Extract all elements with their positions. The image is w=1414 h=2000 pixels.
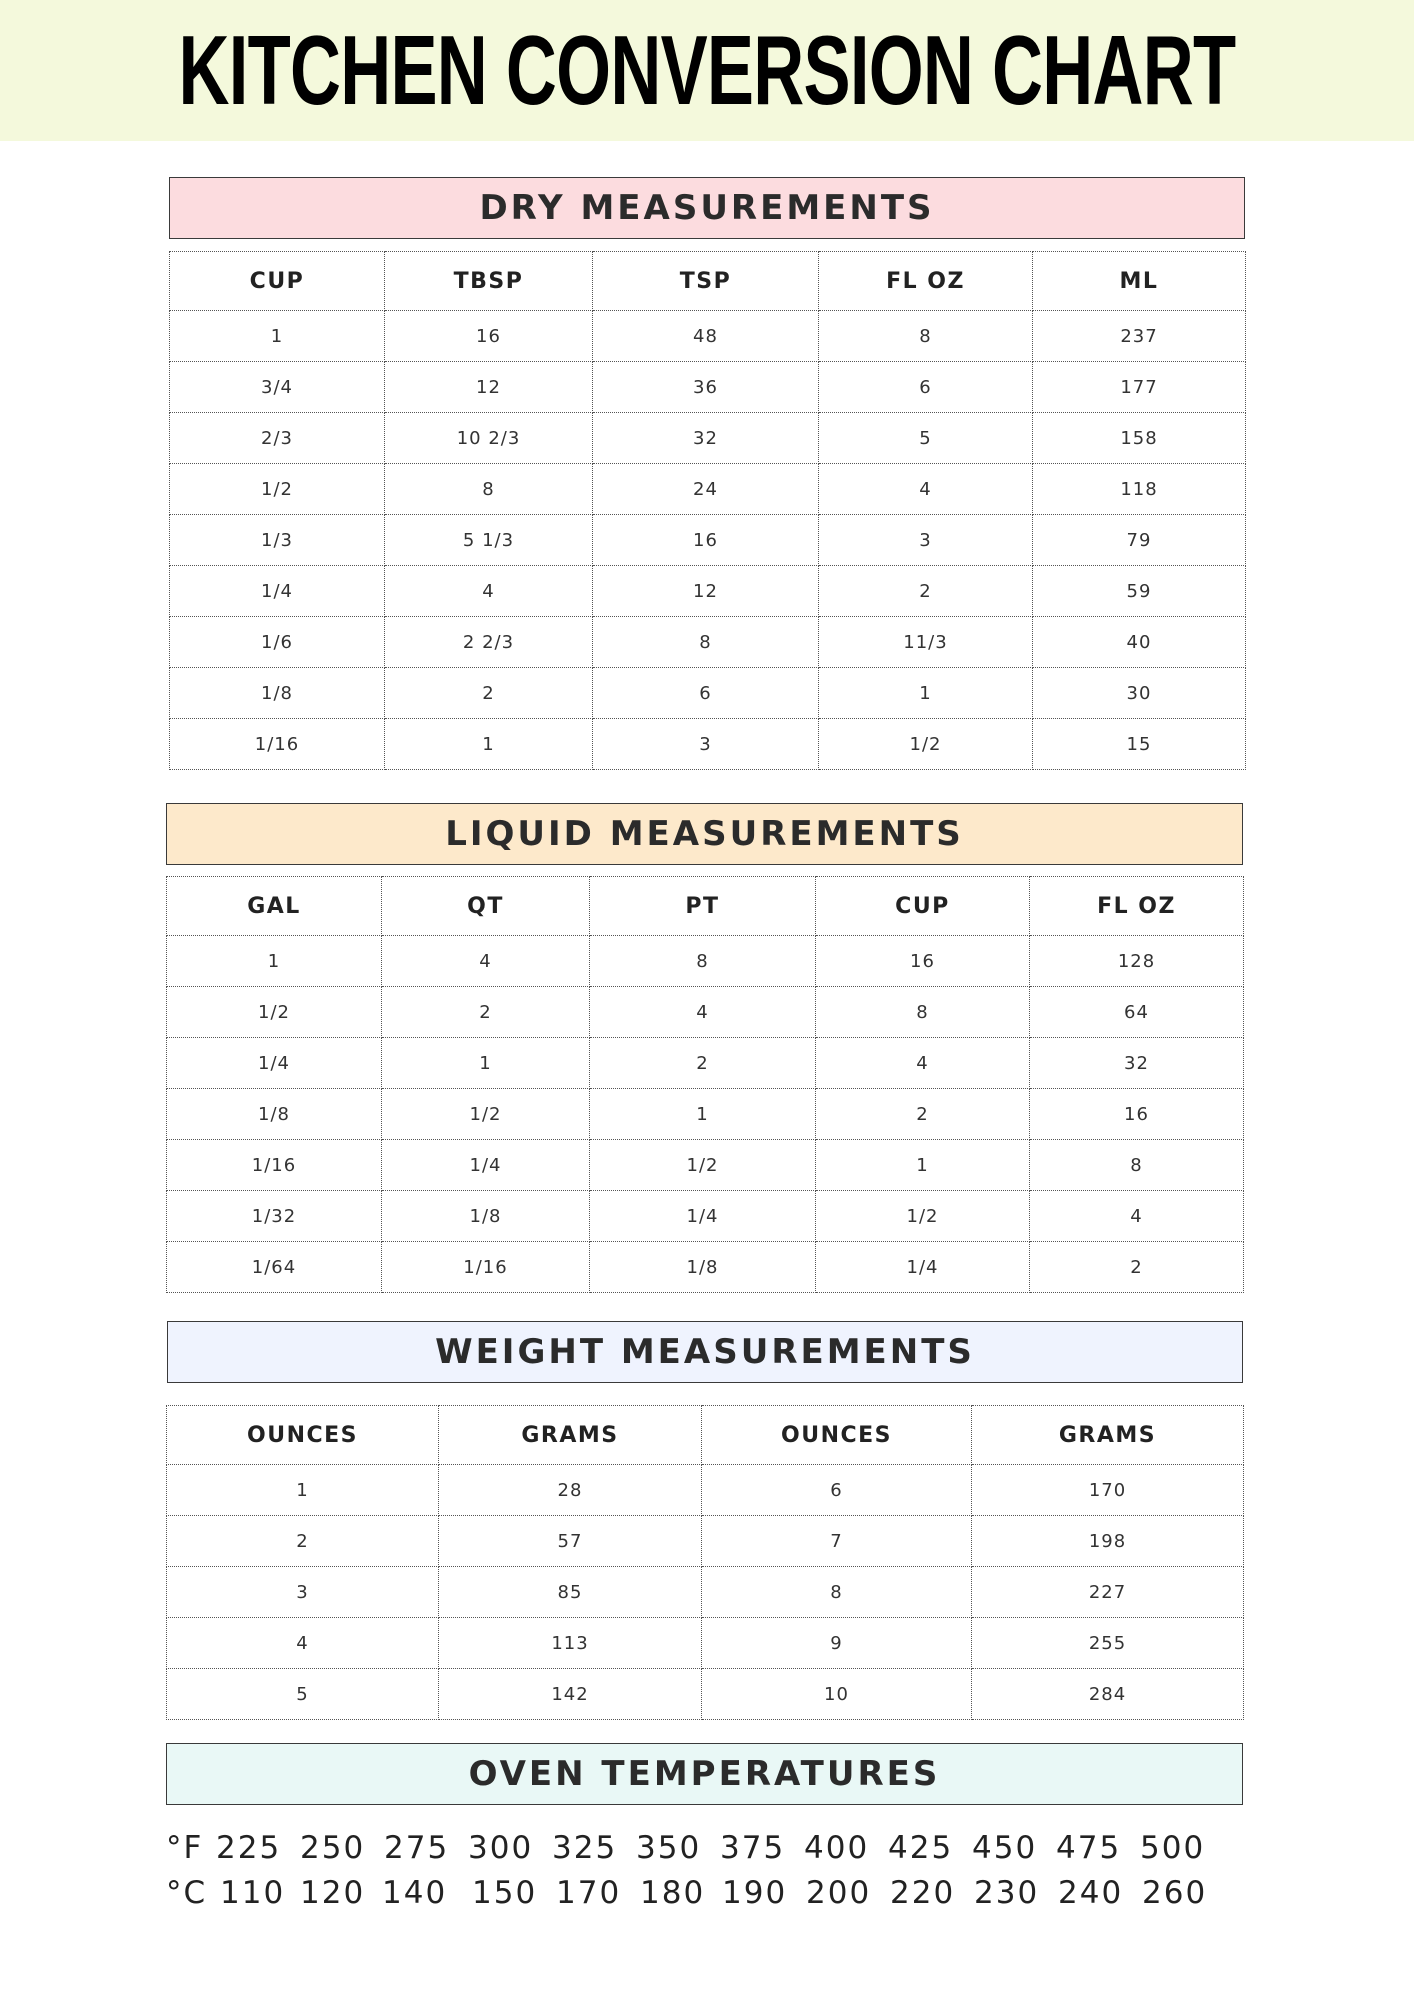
table-cell: 1/16 (170, 719, 385, 770)
table-cell: 142 (439, 1669, 702, 1720)
table-cell: 1/2 (170, 464, 385, 515)
table-cell: 4 (819, 464, 1033, 515)
table-cell: 7 (702, 1516, 972, 1567)
table-cell: 8 (590, 936, 816, 987)
table-cell: 8 (819, 311, 1033, 362)
table-cell: 118 (1033, 464, 1246, 515)
table-row (170, 617, 1246, 668)
table-cell: 4 (590, 987, 816, 1038)
table-cell: 1/64 (167, 1242, 382, 1293)
table-row (167, 1038, 1244, 1089)
table-cell: 2 (819, 566, 1033, 617)
table-cell: 5 (819, 413, 1033, 464)
table-row (170, 668, 1246, 719)
table-cell: 1/4 (167, 1038, 382, 1089)
table-cell: 16 (593, 515, 819, 566)
table-cell: 2/3 (170, 413, 385, 464)
celsius-value: 180 (640, 1875, 706, 1911)
liquid-section-title: LIQUID MEASUREMENTS (166, 803, 1243, 865)
column-header: FL OZ (819, 252, 1033, 311)
table-cell: 79 (1033, 515, 1246, 566)
table-row (170, 719, 1246, 770)
table-cell: 2 (590, 1038, 816, 1089)
fahrenheit-value: 400 (804, 1830, 870, 1866)
table-row (167, 1669, 1244, 1720)
table-row (167, 1089, 1244, 1140)
table-row (167, 1242, 1244, 1293)
table-cell: 158 (1033, 413, 1246, 464)
fahrenheit-value: 350 (636, 1830, 702, 1866)
column-header: GAL (167, 877, 382, 936)
fahrenheit-label: °F (166, 1830, 204, 1866)
table-row (167, 1140, 1244, 1191)
table-cell: 9 (702, 1618, 972, 1669)
celsius-value: 220 (890, 1875, 956, 1911)
table-cell: 1 (816, 1140, 1030, 1191)
celsius-value: 170 (556, 1875, 622, 1911)
fahrenheit-value: 300 (468, 1830, 534, 1866)
dry-section-title: DRY MEASUREMENTS (169, 177, 1245, 239)
celsius-value: 240 (1058, 1875, 1124, 1911)
table-cell: 57 (439, 1516, 702, 1567)
table-row (170, 464, 1246, 515)
column-header: TBSP (385, 252, 593, 311)
table-cell: 11/3 (819, 617, 1033, 668)
table-cell: 5 1/3 (385, 515, 593, 566)
table-cell: 3 (819, 515, 1033, 566)
dry-table (169, 251, 1246, 770)
fahrenheit-value: 425 (888, 1830, 954, 1866)
table-row (170, 515, 1246, 566)
fahrenheit-value: 325 (552, 1830, 618, 1866)
table-cell: 128 (1030, 936, 1244, 987)
table-cell: 1/8 (590, 1242, 816, 1293)
column-header: GRAMS (439, 1406, 702, 1465)
table-cell: 1/8 (170, 668, 385, 719)
title-banner (0, 0, 1414, 141)
fahrenheit-value: 275 (384, 1830, 450, 1866)
oven-section-title: OVEN TEMPERATURES (166, 1743, 1243, 1805)
table-cell: 1 (590, 1089, 816, 1140)
table-cell: 4 (816, 1038, 1030, 1089)
table-header-row (167, 877, 1244, 936)
column-header: CUP (816, 877, 1030, 936)
table-cell: 15 (1033, 719, 1246, 770)
table-header-row (170, 252, 1246, 311)
table-cell: 113 (439, 1618, 702, 1669)
table-cell: 255 (972, 1618, 1244, 1669)
fahrenheit-value: 450 (972, 1830, 1038, 1866)
celsius-value: 230 (974, 1875, 1040, 1911)
table-cell: 1 (170, 311, 385, 362)
table-cell: 227 (972, 1567, 1244, 1618)
table-cell: 32 (1030, 1038, 1244, 1089)
weight-table (166, 1405, 1244, 1720)
table-cell: 2 (385, 668, 593, 719)
table-row (167, 1191, 1244, 1242)
table-cell: 1 (382, 1038, 590, 1089)
table-cell: 3 (167, 1567, 439, 1618)
table-cell: 48 (593, 311, 819, 362)
table-cell: 2 (382, 987, 590, 1038)
table-cell: 16 (1030, 1089, 1244, 1140)
column-header: FL OZ (1030, 877, 1244, 936)
table-cell: 1/8 (382, 1191, 590, 1242)
table-cell: 6 (819, 362, 1033, 413)
fahrenheit-value: 500 (1140, 1830, 1206, 1866)
table-cell: 28 (439, 1465, 702, 1516)
table-cell: 2 (816, 1089, 1030, 1140)
table-cell: 16 (385, 311, 593, 362)
celsius-row (166, 1875, 1266, 1919)
table-cell: 1 (167, 936, 382, 987)
table-cell: 198 (972, 1516, 1244, 1567)
table-cell: 12 (593, 566, 819, 617)
table-cell: 1/2 (590, 1140, 816, 1191)
table-cell: 1/16 (167, 1140, 382, 1191)
table-cell: 10 2/3 (385, 413, 593, 464)
table-row (167, 1618, 1244, 1669)
table-cell: 1/2 (816, 1191, 1030, 1242)
table-cell: 284 (972, 1669, 1244, 1720)
table-cell: 237 (1033, 311, 1246, 362)
page-title: KITCHEN CONVERSION CHART (178, 15, 1236, 125)
table-cell: 1/4 (382, 1140, 590, 1191)
table-cell: 1/32 (167, 1191, 382, 1242)
table-cell: 1/2 (167, 987, 382, 1038)
column-header: QT (382, 877, 590, 936)
table-cell: 4 (167, 1618, 439, 1669)
fahrenheit-value: 375 (720, 1830, 786, 1866)
table-cell: 40 (1033, 617, 1246, 668)
table-cell: 36 (593, 362, 819, 413)
celsius-label: °C (166, 1875, 208, 1911)
table-cell: 177 (1033, 362, 1246, 413)
weight-section-title: WEIGHT MEASUREMENTS (167, 1321, 1243, 1383)
column-header: GRAMS (972, 1406, 1244, 1465)
table-cell: 1/3 (170, 515, 385, 566)
column-header: CUP (170, 252, 385, 311)
table-cell: 5 (167, 1669, 439, 1720)
column-header: TSP (593, 252, 819, 311)
table-cell: 6 (593, 668, 819, 719)
table-cell: 4 (382, 936, 590, 987)
table-cell: 12 (385, 362, 593, 413)
table-cell: 2 (1030, 1242, 1244, 1293)
table-cell: 3/4 (170, 362, 385, 413)
table-cell: 1 (167, 1465, 439, 1516)
table-cell: 64 (1030, 987, 1244, 1038)
table-cell: 1/4 (170, 566, 385, 617)
table-row (170, 362, 1246, 413)
table-cell: 8 (1030, 1140, 1244, 1191)
table-cell: 1/8 (167, 1089, 382, 1140)
fahrenheit-value: 250 (300, 1830, 366, 1866)
table-cell: 3 (593, 719, 819, 770)
fahrenheit-row (166, 1830, 1266, 1874)
table-row (167, 1567, 1244, 1618)
fahrenheit-value: 225 (216, 1830, 282, 1866)
table-cell: 16 (816, 936, 1030, 987)
table-row (167, 1516, 1244, 1567)
column-header: ML (1033, 252, 1246, 311)
table-cell: 85 (439, 1567, 702, 1618)
table-cell: 4 (385, 566, 593, 617)
fahrenheit-value: 475 (1056, 1830, 1122, 1866)
table-cell: 1 (385, 719, 593, 770)
table-cell: 2 (167, 1516, 439, 1567)
celsius-value: 260 (1142, 1875, 1208, 1911)
table-cell: 24 (593, 464, 819, 515)
table-cell: 1/2 (382, 1089, 590, 1140)
table-cell: 8 (593, 617, 819, 668)
table-cell: 1/4 (816, 1242, 1030, 1293)
celsius-value: 200 (806, 1875, 872, 1911)
table-cell: 1/6 (170, 617, 385, 668)
table-row (167, 936, 1244, 987)
table-cell: 8 (816, 987, 1030, 1038)
table-cell: 8 (702, 1567, 972, 1618)
table-cell: 1/4 (590, 1191, 816, 1242)
table-header-row (167, 1406, 1244, 1465)
celsius-value: 110 (220, 1875, 286, 1911)
table-row (170, 566, 1246, 617)
table-row (170, 413, 1246, 464)
liquid-table (166, 876, 1244, 1293)
celsius-value: 120 (300, 1875, 366, 1911)
celsius-value: 190 (722, 1875, 788, 1911)
table-row (170, 311, 1246, 362)
table-cell: 6 (702, 1465, 972, 1516)
table-cell: 8 (385, 464, 593, 515)
table-cell: 1/2 (819, 719, 1033, 770)
table-row (167, 987, 1244, 1038)
table-cell: 59 (1033, 566, 1246, 617)
column-header: OUNCES (702, 1406, 972, 1465)
table-cell: 30 (1033, 668, 1246, 719)
celsius-value: 150 (472, 1875, 538, 1911)
table-cell: 4 (1030, 1191, 1244, 1242)
table-row (167, 1465, 1244, 1516)
table-cell: 2 2/3 (385, 617, 593, 668)
table-cell: 1/16 (382, 1242, 590, 1293)
column-header: OUNCES (167, 1406, 439, 1465)
table-cell: 10 (702, 1669, 972, 1720)
table-cell: 170 (972, 1465, 1244, 1516)
celsius-value: 140 (382, 1875, 448, 1911)
column-header: PT (590, 877, 816, 936)
table-cell: 32 (593, 413, 819, 464)
table-cell: 1 (819, 668, 1033, 719)
